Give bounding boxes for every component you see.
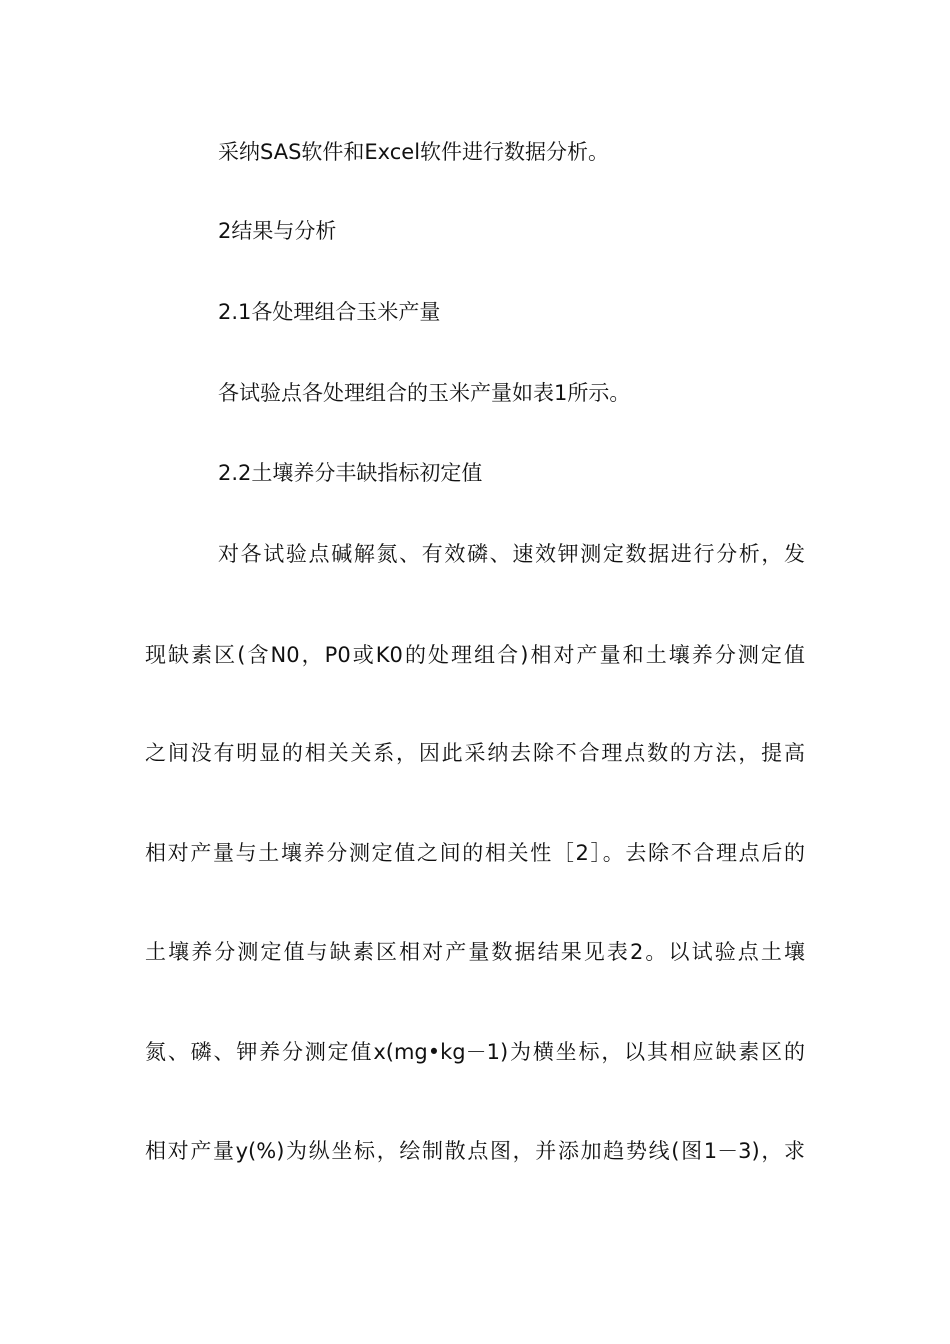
paragraph-line-4: 相对产量与土壤养分测定值之间的相关性［2］。去除不合理点后的	[145, 841, 805, 865]
paragraph-line-1: 对各试验点碱解氮、有效磷、速效钾测定数据进行分析，发	[218, 542, 805, 566]
subsection-heading-nutrient-index: 2.2土壤养分丰缺指标初定值	[218, 461, 483, 485]
paragraph-line-2: 现缺素区(含N0，P0或K0的处理组合)相对产量和土壤养分测定值	[145, 643, 805, 667]
paragraph-line-7: 相对产量y(%)为纵坐标，绘制散点图，并添加趋势线(图1－3)，求	[145, 1139, 805, 1163]
paragraph-line-5: 土壤养分测定值与缺素区相对产量数据结果见表2。以试验点土壤	[145, 940, 805, 964]
paragraph-yield-table-line: 各试验点各处理组合的玉米产量如表1所示。	[218, 381, 631, 405]
subsection-heading-yield: 2.1各处理组合玉米产量	[218, 300, 441, 324]
paragraph-line-6: 氮、磷、钾养分测定值x(mg•kg－1)为横坐标，以其相应缺素区的	[145, 1040, 805, 1064]
paragraph-line-3: 之间没有明显的相关关系，因此采纳去除不合理点数的方法，提高	[145, 741, 805, 765]
section-heading-results: 2结果与分析	[218, 219, 337, 243]
paragraph-software-line: 采纳SAS软件和Excel软件进行数据分析。	[218, 140, 610, 164]
